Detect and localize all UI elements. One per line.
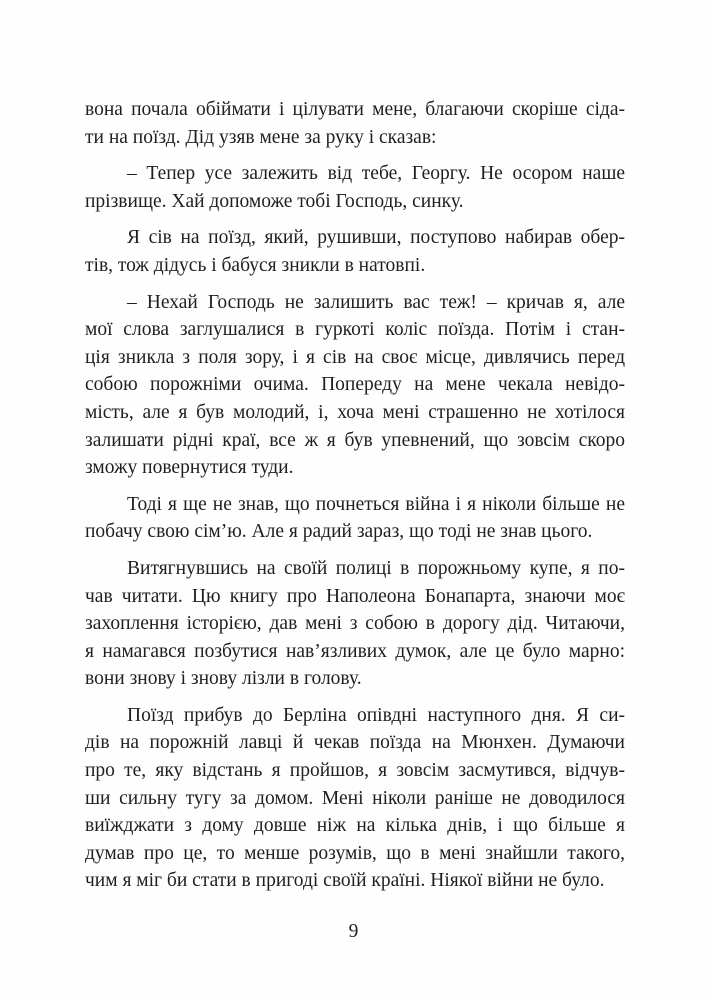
- paragraph: [85, 702, 625, 895]
- text-line: Тоді я ще не знав, що почнеться війна і я ніколи більше не: [127, 493, 625, 515]
- text-line: зможу повернутися туди.: [85, 457, 294, 479]
- text-line: Я сів на поїзд, який, рушивши, поступово набирав обер-: [127, 227, 625, 249]
- text-line: чав читати. Цю книгу про Наполеона Бонапарта, знаючи моє: [85, 585, 625, 607]
- text-line: вони знову і знову лізли в голову.: [85, 668, 362, 690]
- paragraph: [85, 555, 625, 693]
- text-line: чим я міг би стати в пригоді своїй країні. Ніякої війни не було.: [85, 870, 605, 892]
- text-line: мість, але я був молодий, і, хоча мені страшенно не хотілося: [85, 401, 625, 423]
- text-line: Витягнувшись на своїй полиці в порожньому купе, я по-: [127, 557, 625, 579]
- text-line: ти на поїзд. Дід узяв мене за руку і сказав:: [85, 126, 437, 148]
- text-line: – Тепер усе залежить від тебе, Георгу. Не осором наше: [127, 163, 625, 185]
- text-line: виїжджати з дому довше ніж на кілька днів, і що більше я: [85, 815, 625, 837]
- text-line: Поїзд прибув до Берліна опівдні наступного дня. Я си-: [127, 704, 625, 726]
- text-line: прізвище. Хай допоможе тобі Господь, синку.: [85, 190, 464, 212]
- text-line: вона почала обіймати і цілувати мене, благаючи скоріше сіда-: [85, 99, 625, 120]
- text-line: ція зникла з поля зору, і я сів на своє місце, дивлячись перед: [85, 346, 625, 368]
- text-line: тів, тож дідусь і бабуся зникли в натовпі.: [85, 254, 426, 276]
- paragraph: [85, 491, 625, 546]
- paragraph: [85, 96, 625, 151]
- text-line: я намагався позбутися нав’язливих думок, але це було марно:: [85, 640, 625, 662]
- text-line: думав про це, то менше розумів, що в мені знайшли такого,: [85, 842, 625, 864]
- paragraph: [85, 224, 625, 279]
- text-line: про те, яку відстань я пройшов, я зовсім засмутився, відчув-: [85, 760, 625, 782]
- text-line: собою порожніми очима. Попереду на мене чекала невідо-: [85, 374, 625, 396]
- paragraph: [85, 160, 625, 215]
- text-line: ши сильну тугу за домом. Мені ніколи раніше не доводилося: [85, 787, 625, 809]
- paragraph: [85, 289, 625, 482]
- page-number: 9: [348, 921, 359, 942]
- text-line: захоплення історією, дав мені з собою в дорогу дід. Читаючи,: [85, 613, 625, 635]
- text-line: залишати рідні краї, все ж я був упевнений, що зовсім скоро: [85, 429, 625, 451]
- text-line: мої слова заглушалися в гуркоті коліс поїзда. Потім і стан-: [85, 319, 625, 341]
- text-line: дів на порожній лавці й чекав поїзда на Мюнхен. Думаючи: [85, 732, 625, 754]
- text-line: побачу свою сім’ю. Але я радий зараз, що тоді не знав цього.: [85, 521, 593, 543]
- text-line: – Нехай Господь не залишить вас теж! – кричав я, але: [127, 291, 625, 313]
- page-text: [85, 96, 625, 904]
